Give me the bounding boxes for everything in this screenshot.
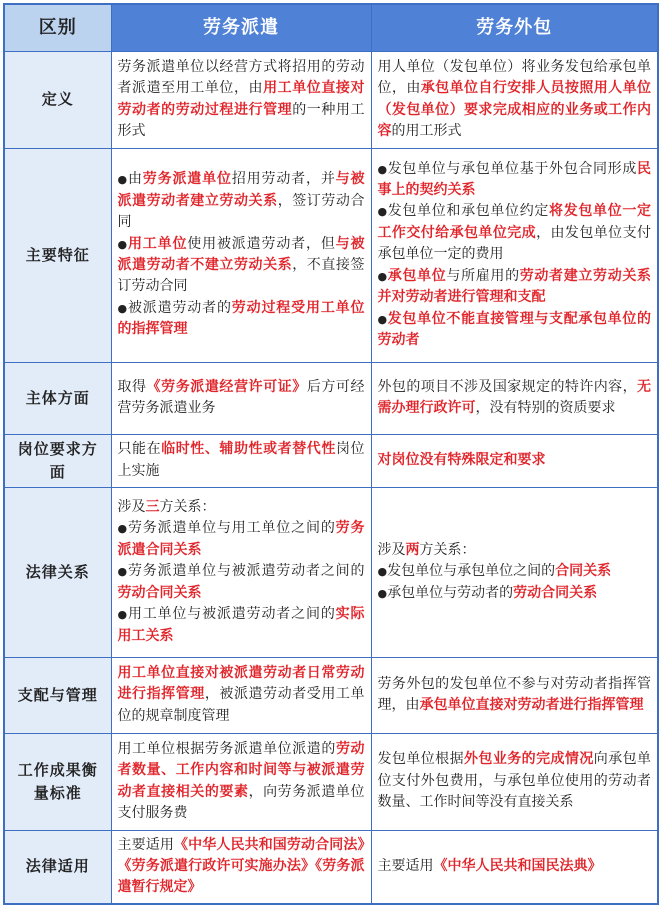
text-segment: 主要适用 (117, 836, 174, 853)
text-segment: 后方可经营劳务派遣业务 (117, 378, 365, 416)
row-legal-relationship (4, 487, 658, 657)
highlight-text: 承包单位 (387, 267, 447, 284)
text-segment: ，没有特别的资质要求 (475, 400, 616, 416)
highlight-text: 《中华人民共和国劳动合同法》《劳务派遣行政许可实施办法》《劳务派遣暂行规定》 (117, 836, 365, 896)
outsourcing-cell-position-requirement (371, 434, 658, 487)
row-label-result-measurement: 工作成果衡量标准 (4, 733, 111, 830)
highlight-text: 用工单位直接对被派遣劳动者日常劳动进行指挥管理 (117, 664, 365, 703)
highlight-text: 承包单位自行安排人员按照用人单位（发包单位）要求完成相应的业务或工作内容 (377, 80, 651, 139)
row-label-definition: 定义 (4, 51, 111, 148)
dispatch-cell-legal-relationship (111, 487, 371, 657)
text-segment: 劳务外包的发包单位不参与对劳动者指挥管理，由 (377, 675, 651, 713)
highlight-text: 外包业务的完成情况 (464, 751, 594, 768)
highlight-text: 三 (145, 499, 160, 516)
text-segment: 的一种用工形式 (117, 101, 365, 139)
header-labor-outsourcing: 劳务外包 (371, 4, 658, 51)
highlight-text: 劳务派遣单位 (142, 171, 232, 188)
text-segment: ，不直接签订劳动合同 (117, 257, 365, 295)
text-segment: 只能在 (117, 441, 162, 458)
bullet-icon: ● (377, 565, 388, 579)
text-segment: 用工单位根据劳务派遣单位派遣的 (117, 740, 336, 757)
highlight-text: 两 (405, 541, 420, 558)
bullet-icon: ● (117, 565, 128, 579)
bullet-icon: ● (377, 205, 388, 219)
text-segment: 招用劳动者，并 (231, 171, 336, 188)
text-segment: 方关系： (159, 499, 216, 516)
bullet-icon: ● (377, 312, 388, 326)
row-label-position-requirement: 岗位要求方面 (4, 434, 111, 487)
highlight-text: 劳动者数量、工作内容和时间等与被派遣劳动者直接相关的要素 (117, 740, 365, 800)
row-label-main-features: 主要特征 (4, 148, 111, 362)
row-label-subject: 主体方面 (4, 362, 111, 434)
outsourcing-cell-control-management (371, 657, 658, 733)
text-segment: 发包单位与承包单位基于外包合同形成 (387, 160, 637, 177)
outsourcing-cell-definition (371, 51, 658, 148)
highlight-text: 对岗位没有特殊限定和要求 (377, 451, 546, 468)
text-segment: 发包单位根据 (377, 751, 464, 768)
highlight-text: 用工单位直接对劳动者的劳动过程进行管理 (117, 80, 365, 118)
bullet-icon: ● (377, 586, 388, 600)
row-control-management (4, 657, 658, 733)
dispatch-cell-legal-application (111, 830, 371, 904)
text-segment: ，签订劳动合同 (117, 192, 365, 231)
bullet-icon: ● (377, 162, 388, 176)
text-segment: 被派遣劳动者的 (127, 299, 232, 316)
text-segment: 由 (127, 171, 143, 188)
row-label-legal-relationship: 法律关系 (4, 487, 111, 657)
highlight-text: 无需办理行政许可 (377, 378, 651, 416)
bullet-icon: ● (117, 522, 128, 536)
text-segment: 取得 (117, 378, 147, 395)
outsourcing-cell-main-features (371, 148, 658, 362)
text-segment: 向承包单位支付外包费用，与承包单位使用的劳动者数量、工作时间等没有直接关系 (377, 751, 651, 811)
highlight-text: 用工单位 (127, 235, 188, 252)
bullet-icon: ● (117, 237, 128, 251)
text-segment: 涉及 (377, 541, 406, 558)
dispatch-cell-main-features (111, 148, 371, 362)
row-main-features (4, 148, 658, 362)
highlight-text: 与被派遣劳动者建立劳动关系 (117, 171, 365, 209)
highlight-text: 《劳务派遣经营许可证》 (146, 378, 307, 395)
text-segment: 用工单位与被派遣劳动者之间的 (127, 606, 336, 623)
header-distinction: 区别 (4, 4, 111, 51)
text-segment: 发包单位和承包单位约定 (387, 203, 550, 220)
comparison-table (3, 3, 659, 905)
text-segment: 劳务派遣单位与被派遣劳动者之间的 (127, 563, 365, 580)
dispatch-cell-definition (111, 51, 371, 148)
row-definition (4, 51, 658, 148)
outsourcing-cell-result-measurement (371, 733, 658, 830)
header-row (4, 4, 658, 51)
highlight-text: 民事上的契约关系 (377, 160, 651, 199)
outsourcing-cell-legal-application (371, 830, 658, 904)
bullet-icon: ● (377, 269, 388, 283)
bullet-icon: ● (117, 301, 128, 315)
comparison-table-container (3, 3, 657, 905)
highlight-text: 与被派遣劳动者不建立劳动关系 (117, 235, 365, 273)
row-subject (4, 362, 658, 434)
text-segment: 劳务派遣单位与用工单位之间的 (127, 520, 336, 537)
header-labor-dispatch: 劳务派遣 (111, 4, 371, 51)
text-segment: 承包单位与劳动者的 (387, 584, 514, 601)
text-segment: 主要适用 (377, 858, 434, 875)
text-segment: 涉及 (117, 499, 146, 516)
text-segment: ，由发包单位支付承包单位一定的费用 (377, 224, 652, 263)
row-label-control-management: 支配与管理 (4, 657, 111, 733)
text-segment: ，向劳务派遣单位支付服务费 (117, 783, 365, 821)
highlight-text: 合同关系 (555, 563, 612, 580)
highlight-text: 劳务派遣合同关系 (117, 520, 365, 558)
text-segment: 外包的项目不涉及国家规定的特许内容， (377, 378, 637, 395)
highlight-text: 临时性、辅助性或者替代性 (161, 441, 336, 458)
text-segment: 用人单位（发包单位）将业务发包给承包单位，由 (377, 58, 651, 97)
row-result-measurement (4, 733, 658, 830)
highlight-text: 《中华人民共和国民法典》 (433, 858, 602, 875)
row-position-requirement (4, 434, 658, 487)
highlight-text: 劳动者建立劳动关系并对劳动者进行管理和支配 (377, 267, 652, 306)
text-segment: ，被派遣劳动者受用工单位的规章制度管理 (117, 686, 365, 724)
highlight-text: 将发包单位一定工作交付给承包单位完成 (377, 203, 652, 241)
outsourcing-cell-legal-relationship (371, 487, 658, 657)
text-segment: 发包单位与承包单位之间的 (387, 563, 556, 580)
text-segment: 方关系： (419, 541, 476, 558)
dispatch-cell-result-measurement (111, 733, 371, 830)
dispatch-cell-control-management (111, 657, 371, 733)
highlight-text: 劳动合同关系 (117, 584, 202, 601)
highlight-text: 劳动合同关系 (513, 584, 598, 601)
text-segment: 岗位上实施 (117, 441, 365, 479)
bullet-icon: ● (117, 608, 128, 622)
dispatch-cell-subject (111, 362, 371, 434)
highlight-text: 实际用工关系 (117, 606, 365, 644)
text-segment: 劳务派遣单位以经营方式将招用的劳动者派遣至用工单位，由 (117, 58, 365, 97)
dispatch-cell-position-requirement (111, 434, 371, 487)
highlight-text: 劳动过程受用工单位的指挥管理 (117, 299, 365, 338)
highlight-text: 承包单位直接对劳动者进行指挥管理 (419, 697, 644, 713)
outsourcing-cell-subject (371, 362, 658, 434)
row-label-legal-application: 法律适用 (4, 830, 111, 904)
bullet-icon: ● (117, 173, 128, 187)
text-segment: 的用工形式 (391, 122, 462, 139)
text-segment: 与所雇用的 (446, 267, 520, 284)
highlight-text: 发包单位不能直接管理与支配承包单位的劳动者 (377, 310, 651, 348)
text-segment: 使用被派遣劳动者，但 (187, 235, 336, 252)
row-legal-application (4, 830, 658, 904)
